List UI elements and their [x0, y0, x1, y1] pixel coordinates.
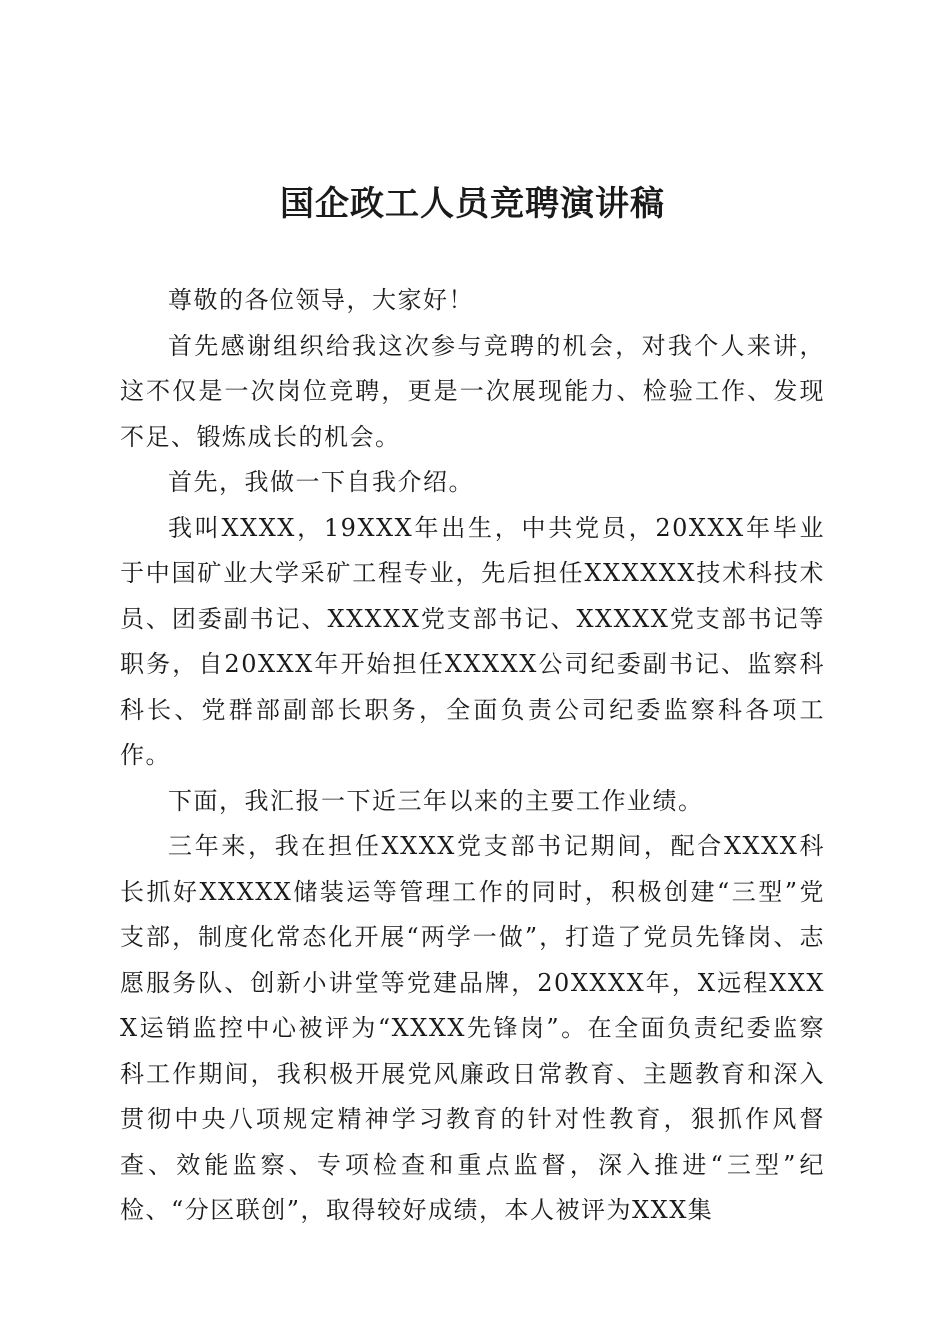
document-body — [120, 278, 825, 1234]
paragraph-thanks: 首先感谢组织给我这次参与竞聘的机会，对我个人来讲，这不仅是一次岗位竞聘，更是一次展现能力、检验工作、发现不足、锻炼成长的机会。 — [120, 331, 825, 451]
document-title: 国企政工人员竞聘演讲稿 — [280, 184, 665, 224]
paragraph-achievements: 三年来，我在担任XXXX党支部书记期间，配合XXXX科长抓好XXXXX储装运等管理工作的同时，积极创建“三型”党支部，制度化常态化开展“两学一做”，打造了党员先锋岗、志愿服务队、创新小讲堂等党建品牌，20XXXX年，X远程XXXX运销监控中心被评为“XXXX先锋岗”。在全面负责纪委监察科工作期间，我积极开展党风廉政日常教育、主题教育和深入贯彻中央八项规定精神学习教育的针对性教育，狠抓作风督查、效能监察、专项检查和重点监督，深入推进“三型”纪检、“分区联创”，取得较好成绩，本人被评为XXX集 — [120, 832, 825, 1224]
paragraph-greeting: 尊敬的各位领导，大家好！ — [168, 286, 474, 314]
paragraph-intro-heading: 首先，我做一下自我介绍。 — [168, 468, 474, 496]
paragraph-self-introduction: 我叫XXXX，19XXX年出生，中共党员，20XXX年毕业于中国矿业大学采矿工程专业，先后担任XXXXXX技术科技术员、团委副书记、XXXXX党支部书记、XXXXX党支部书记等职务，自20XXX年开始担任XXXXX公司纪委副书记、监察科科长、党群部副部长职务，全面负责公司纪委监察科各项工作。 — [120, 513, 825, 769]
paragraph-report-heading: 下面，我汇报一下近三年以来的主要工作业绩。 — [168, 786, 704, 815]
